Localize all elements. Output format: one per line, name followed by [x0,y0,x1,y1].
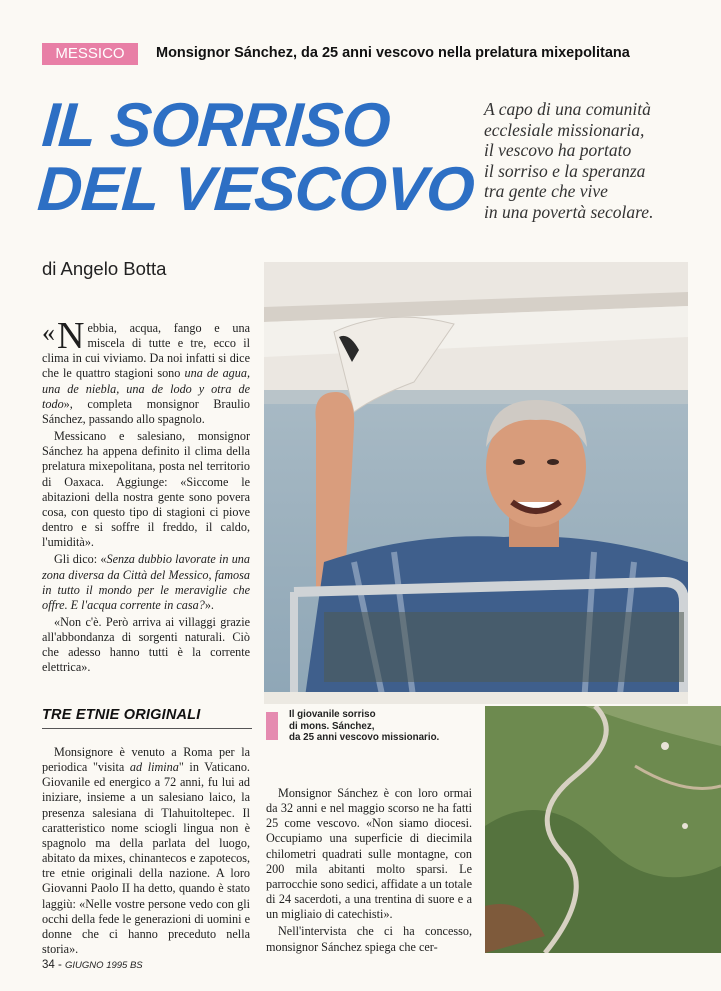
opening-quote-mark: « [42,318,55,347]
column2-paragraph-2: Nell'intervista che ci ha concesso, monsignor Sánchez spiega che cer- [266,924,472,954]
intro-paragraph-3 [42,552,250,613]
page-number: 34 [42,959,55,971]
intro-column [42,315,250,678]
section-column [42,745,250,959]
deck-line: il vescovo ha portato [484,140,632,160]
caption-line: di mons. Sánchez, [289,720,375,732]
subhead-rule [42,728,252,729]
section-latin-phrase: ad limina [129,760,179,775]
intro-paragraph-1 [42,315,250,427]
issue-label: GIUGNO 1995 BS [65,960,143,971]
intro-paragraph-2: Messicano e salesiano, monsignor Sánchez ha appena definito il clima della prelatura mixepolitana, posta nel territorio di Oaxaca. Aggiunge: «Siccome le abitazioni della nostra gente sono povera cosa, con questo tipo di stagioni ci piove dentro e si soffre il freddo, il caldo, l'umidità». [42,429,250,550]
intro-spanish-phrase: una de agua, una de niebla, una de lodo y otra de todo [42,366,250,411]
caption-line: da 25 anni vescovo missionario. [289,732,440,743]
deck-line: in una povertà secolare. [484,201,654,222]
deck-line: tra gente che vive [484,181,608,201]
intro-paragraph-4: «Non c'è. Però arriva ai villaggi grazie all'abbondanza di sorgenti naturali. Ciò che adesso hanno tutti è la corrente elettrica». [42,614,250,675]
bishop-photo [264,262,688,704]
photo-caption [289,709,439,744]
headline-line-1: IL SORRISO [39,91,392,160]
intro-question: Senza dubbio lavorate in una zona diversa da Città del Messico, famosa in tutto il mondo per le meraviglie che offre. E l'acqua corrente in casa? [42,552,250,612]
intro-text: », completa monsignor Braulio Sánchez, passando allo spagnolo. [42,396,250,426]
deck-line: ecclesiale missionaria, [484,119,645,140]
section-text: " in Vaticano. Giovanile ed energico a 72 anni, fu lui ad iniziare, insieme a un salesiano laico, la presenza salesiana di Tlahuitoltepec. Il caratteristico nome sciogli lingua non è spagnolo ma della parlata del luogo, abitato da mixes, chinantecos e zapotecos, tre etnie originali della nazione. A loro Giovanni Paolo II ha detto, quando è stato laggiù: «Nelle vostre persone vedo con gli occhi della fede le generazioni di uomini e donne che ci hanno preceduto nella storia». [42,760,250,957]
section-subhead: TRE ETNIE ORIGINALI [42,707,201,723]
drop-cap: N [57,315,85,357]
second-column [266,786,472,957]
intro-text: Gli dico: « [54,552,107,567]
column2-paragraph-1: Monsignor Sánchez è con loro ormai da 32 anni e nel maggio scorso ne ha fatti 25 come vescovo. «Non siamo diocesi. Occupiamo una superficie di diecimila chilometri quadrati sulle montagne, con 200 mila abitanti molto sparsi. Le parrocchie sono sedici, affidate a un totale di 24 sacerdoti, a una trentina di suore e a un migliaio di catechisti». [266,786,472,922]
section-text: Monsignore è venuto a Roma per la periodica "visita [42,745,250,775]
intro-text: ». [204,597,214,612]
deck-line: A capo di una comunità [484,99,651,119]
section-tag: MESSICO [42,43,138,65]
headline-line-2: DEL VESCOVO [35,155,476,224]
byline: di Angelo Botta [42,258,167,279]
section-paragraph [42,745,250,957]
page-folio: 34 - GIUGNO 1995 BS [42,959,143,971]
caption-line: Il giovanile sorriso [289,709,376,720]
deck-line: il sorriso e la speranza [484,160,646,181]
headline [35,91,481,224]
deck [484,99,704,222]
intro-text: ebbia, acqua, fango e una miscela di tutte e tre, ecco il clima in cui viviamo. Da noi infatti si dice che le quattro stagioni sono [42,321,250,381]
landscape-photo [485,706,721,953]
kicker: Monsignor Sánchez, da 25 anni vescovo nella prelatura mixepolitana [156,45,630,61]
caption-marker [266,712,278,740]
